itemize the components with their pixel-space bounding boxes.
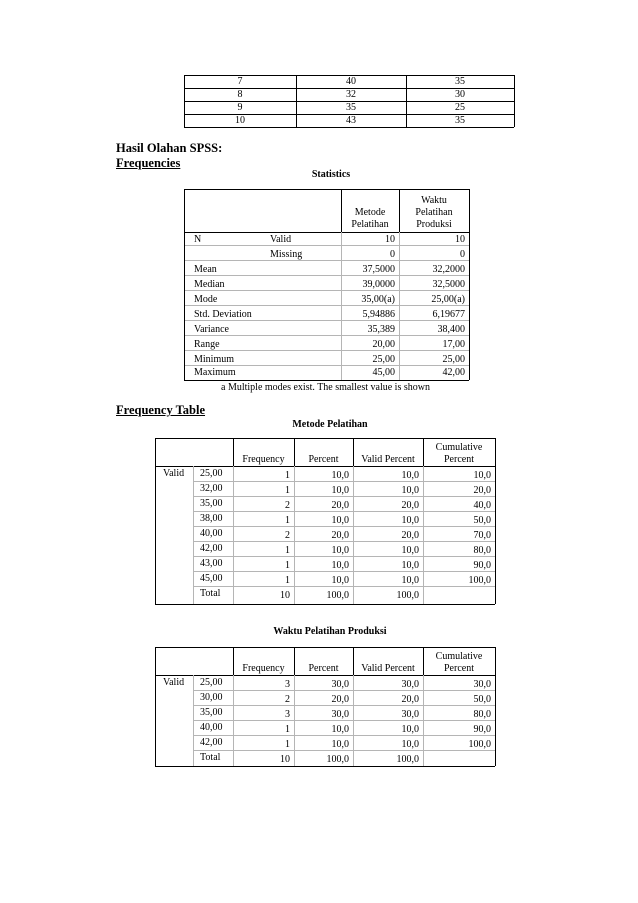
- stat-value: 32,2000: [432, 264, 465, 275]
- category-label: 35,00: [200, 707, 223, 718]
- category-label: Total: [200, 752, 221, 763]
- table-border: [184, 232, 185, 380]
- frequency-value: 2: [285, 500, 290, 511]
- column-header: Valid Percent: [361, 454, 415, 465]
- category-label: 35,00: [200, 498, 223, 509]
- cumulative-value: 100,0: [468, 739, 491, 750]
- percent-value: 30,0: [331, 679, 349, 690]
- table-cell: 40: [346, 76, 356, 87]
- category-label: 42,00: [200, 543, 223, 554]
- frequency-value: 1: [285, 560, 290, 571]
- table-border: [155, 438, 156, 604]
- column-header: Pelatihan: [415, 207, 453, 218]
- valid-percent-value: 100,0: [396, 754, 419, 765]
- stat-value: 17,00: [442, 339, 465, 350]
- cumulative-value: 50,0: [473, 694, 491, 705]
- valid-percent-value: 10,0: [401, 724, 419, 735]
- table-cell: 10: [235, 115, 245, 126]
- section-heading: Hasil Olahan SPSS:: [116, 141, 223, 155]
- frequency-value: 1: [285, 575, 290, 586]
- stat-value: 39,0000: [362, 279, 395, 290]
- table-border: [155, 466, 495, 467]
- table-cell: 8: [237, 89, 243, 100]
- category-label: 25,00: [200, 677, 223, 688]
- valid-percent-value: 10,0: [401, 470, 419, 481]
- valid-percent-value: 10,0: [401, 485, 419, 496]
- stat-value: 5,94886: [362, 309, 395, 320]
- percent-value: 20,0: [331, 694, 349, 705]
- column-header: Valid Percent: [361, 663, 415, 674]
- row-label: Median: [194, 279, 225, 290]
- cumulative-value: 20,0: [473, 485, 491, 496]
- column-header: Pelatihan: [351, 219, 389, 230]
- frequency-value: 10: [280, 590, 290, 601]
- stat-value: 37,5000: [362, 264, 395, 275]
- row-label: Range: [194, 339, 220, 350]
- cumulative-value: 50,0: [473, 515, 491, 526]
- row-label: Mode: [194, 294, 218, 305]
- cumulative-value: 70,0: [473, 530, 491, 541]
- cumulative-value: 80,0: [473, 545, 491, 556]
- column-header: Percent: [444, 454, 474, 465]
- percent-value: 10,0: [331, 545, 349, 556]
- frequency-value: 1: [285, 724, 290, 735]
- frequency-value: 3: [285, 709, 290, 720]
- percent-value: 20,0: [331, 530, 349, 541]
- section-heading: Frequencies: [116, 156, 181, 170]
- stat-value: 25,00: [372, 354, 395, 365]
- row-label: Variance: [194, 324, 229, 335]
- category-label: 30,00: [200, 692, 223, 703]
- section-heading: Frequency Table: [116, 403, 206, 417]
- percent-value: 20,0: [331, 500, 349, 511]
- table-border: [155, 647, 495, 648]
- column-header: Metode: [354, 207, 386, 218]
- stat-value: 10: [455, 234, 465, 245]
- table-border: [514, 75, 515, 127]
- frequency-value: 3: [285, 679, 290, 690]
- table-border: [469, 232, 470, 380]
- table-border: [184, 232, 469, 233]
- table-cell: 35: [455, 76, 465, 87]
- frequency-value: 1: [285, 545, 290, 556]
- percent-value: 10,0: [331, 739, 349, 750]
- category-label: 40,00: [200, 722, 223, 733]
- cumulative-value: 40,0: [473, 500, 491, 511]
- percent-value: 10,0: [331, 575, 349, 586]
- column-header: Cumulative: [435, 442, 483, 453]
- table-border: [155, 647, 156, 766]
- stat-value: 10: [385, 234, 395, 245]
- percent-value: 100,0: [326, 754, 349, 765]
- stat-value: 45,00: [372, 367, 395, 378]
- column-header: Frequency: [242, 454, 285, 465]
- table-title: Statistics: [311, 169, 351, 180]
- table-cell: 7: [237, 76, 243, 87]
- category-label: 38,00: [200, 513, 223, 524]
- valid-percent-value: 10,0: [401, 560, 419, 571]
- percent-value: 30,0: [331, 709, 349, 720]
- category-label: Total: [200, 588, 221, 599]
- category-label: 43,00: [200, 558, 223, 569]
- row-label: Std. Deviation: [194, 309, 252, 320]
- table-cell: 25: [455, 102, 465, 113]
- row-label: N: [194, 234, 202, 245]
- table-cell: 9: [237, 102, 243, 113]
- stat-value: 42,00: [442, 367, 465, 378]
- category-label: 42,00: [200, 737, 223, 748]
- frequency-value: 10: [280, 754, 290, 765]
- valid-percent-value: 20,0: [401, 530, 419, 541]
- category-label: 40,00: [200, 528, 223, 539]
- frequency-value: 2: [285, 694, 290, 705]
- table-cell: 35: [455, 115, 465, 126]
- table-border: [155, 604, 495, 605]
- table-border: [184, 189, 469, 190]
- frequency-value: 1: [285, 485, 290, 496]
- percent-value: 10,0: [331, 485, 349, 496]
- table-footnote: a Multiple modes exist. The smallest value is shown: [221, 382, 430, 393]
- table-cell: 35: [346, 102, 356, 113]
- table-border: [155, 766, 495, 767]
- table-cell: 43: [346, 115, 356, 126]
- row-group-label: Valid: [163, 468, 185, 479]
- table-border: [184, 380, 469, 381]
- stat-value: 20,00: [372, 339, 395, 350]
- valid-percent-value: 30,0: [401, 709, 419, 720]
- valid-percent-value: 10,0: [401, 515, 419, 526]
- column-header: Percent: [308, 454, 339, 465]
- percent-value: 10,0: [331, 560, 349, 571]
- percent-value: 10,0: [331, 515, 349, 526]
- stat-value: 6,19677: [432, 309, 465, 320]
- percent-value: 10,0: [331, 470, 349, 481]
- valid-percent-value: 30,0: [401, 679, 419, 690]
- table-cell: 30: [455, 89, 465, 100]
- column-header: Cumulative: [435, 651, 483, 662]
- stat-value: 35,00(a): [361, 294, 395, 305]
- row-group-label: Valid: [163, 677, 185, 688]
- cumulative-value: 100,0: [468, 575, 491, 586]
- percent-value: 100,0: [326, 590, 349, 601]
- valid-percent-value: 20,0: [401, 500, 419, 511]
- frequency-value: 1: [285, 515, 290, 526]
- valid-percent-value: 20,0: [401, 694, 419, 705]
- table-cell: 32: [346, 89, 356, 100]
- table-border: [193, 466, 194, 604]
- stat-value: 35,389: [367, 324, 395, 335]
- table-title: Waktu Pelatihan Produksi: [273, 626, 387, 637]
- stat-value: 0: [460, 249, 465, 260]
- cumulative-value: 90,0: [473, 560, 491, 571]
- column-header: Percent: [308, 663, 339, 674]
- row-label: Maximum: [194, 367, 236, 378]
- stat-value: 38,400: [437, 324, 465, 335]
- frequency-value: 1: [285, 739, 290, 750]
- cumulative-value: 80,0: [473, 709, 491, 720]
- column-header: Produksi: [416, 219, 452, 230]
- table-border: [155, 438, 495, 439]
- column-header: Percent: [444, 663, 474, 674]
- row-label: Mean: [194, 264, 217, 275]
- category-label: 32,00: [200, 483, 223, 494]
- table-border: [155, 675, 495, 676]
- frequency-value: 1: [285, 470, 290, 481]
- stat-value: 0: [390, 249, 395, 260]
- stat-value: 25,00(a): [431, 294, 465, 305]
- valid-percent-value: 10,0: [401, 575, 419, 586]
- percent-value: 10,0: [331, 724, 349, 735]
- table-border: [495, 438, 496, 604]
- row-sublabel: Valid: [270, 234, 292, 245]
- table-title: Metode Pelatihan: [292, 419, 368, 430]
- category-label: 25,00: [200, 468, 223, 479]
- category-label: 45,00: [200, 573, 223, 584]
- cumulative-value: 30,0: [473, 679, 491, 690]
- column-header: Waktu: [421, 195, 447, 206]
- cumulative-value: 10,0: [473, 470, 491, 481]
- valid-percent-value: 10,0: [401, 545, 419, 556]
- stat-value: 25,00: [442, 354, 465, 365]
- table-border: [495, 647, 496, 766]
- frequency-value: 2: [285, 530, 290, 541]
- cumulative-value: 90,0: [473, 724, 491, 735]
- valid-percent-value: 100,0: [396, 590, 419, 601]
- row-sublabel: Missing: [270, 249, 303, 260]
- column-header: Frequency: [242, 663, 285, 674]
- stat-value: 32,5000: [432, 279, 465, 290]
- table-border: [184, 127, 514, 128]
- valid-percent-value: 10,0: [401, 739, 419, 750]
- row-label: Minimum: [194, 354, 235, 365]
